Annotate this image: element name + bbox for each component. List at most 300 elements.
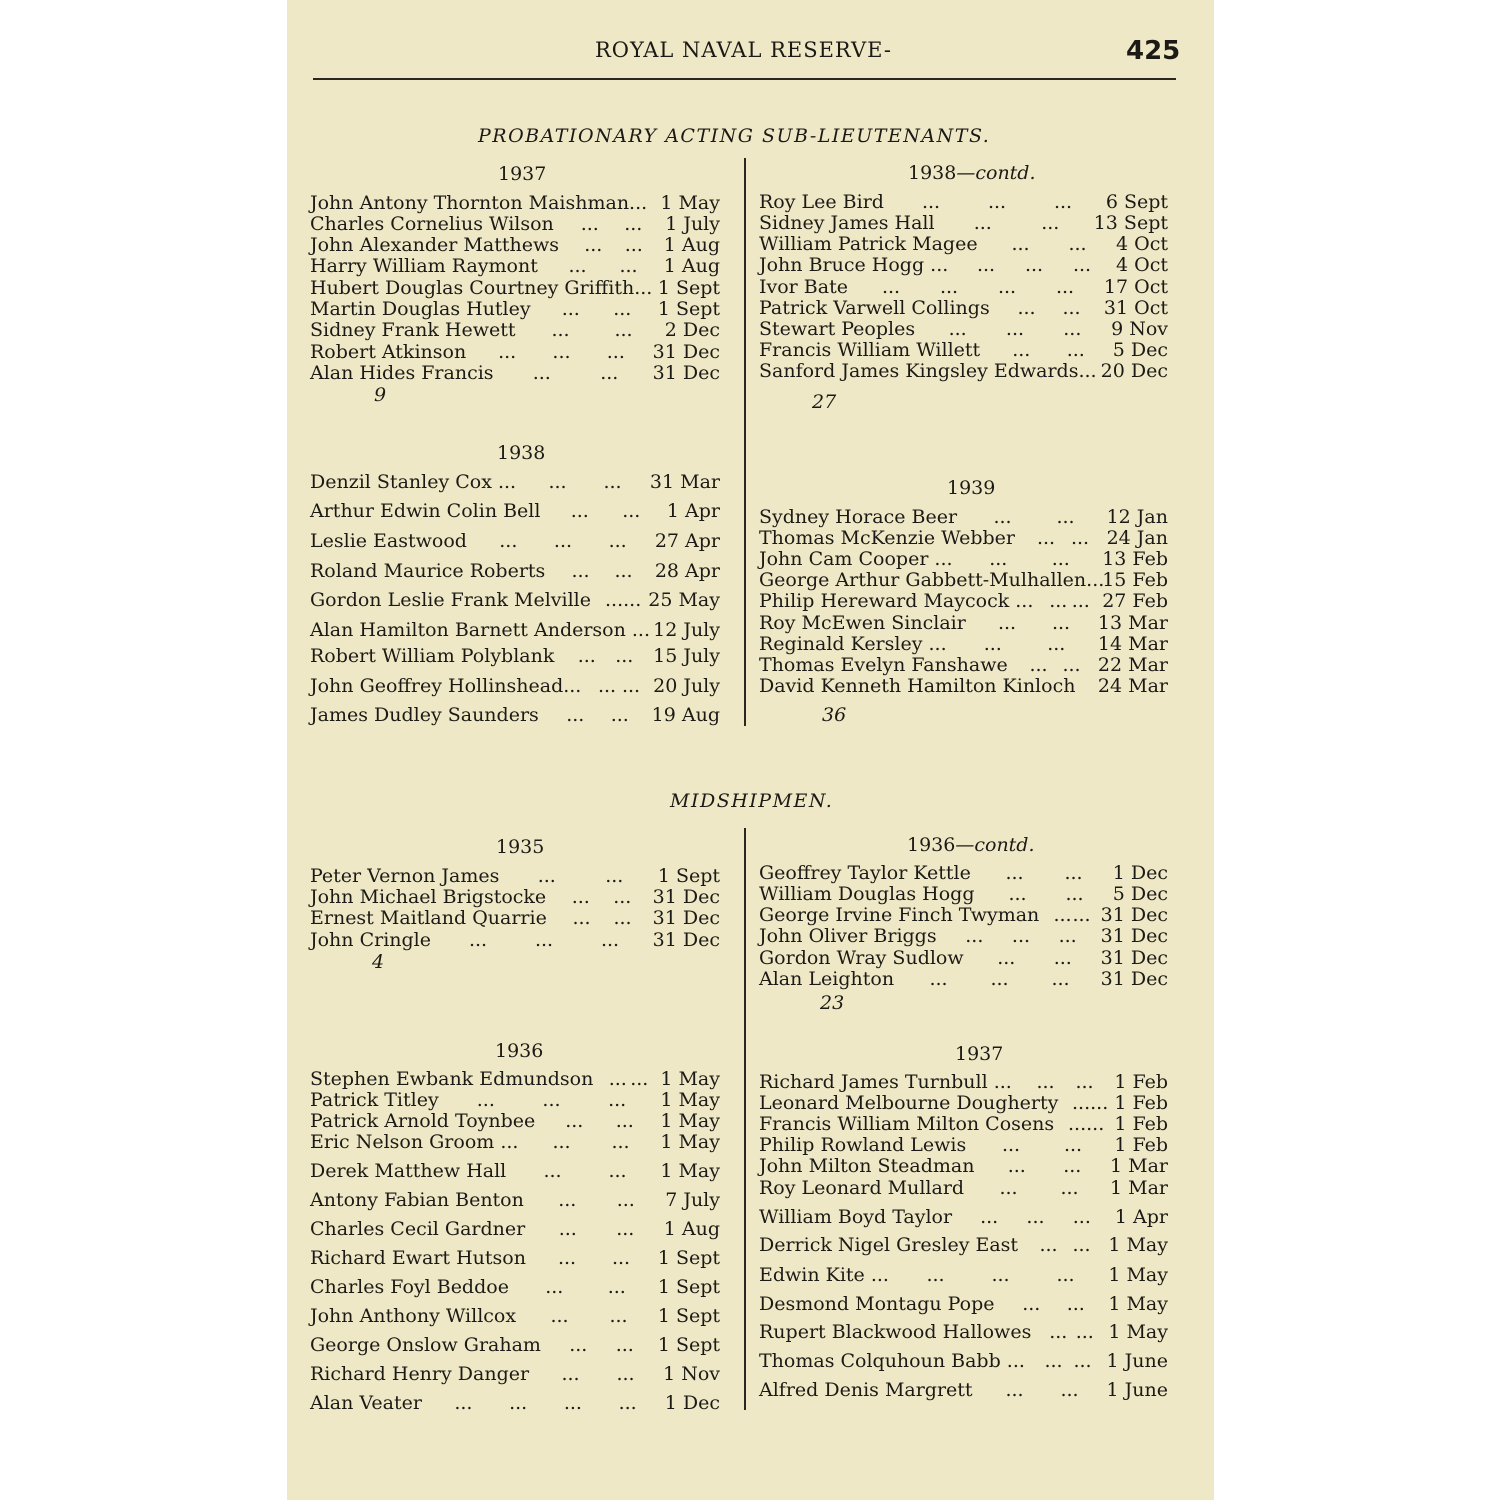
- year-label: 1938: [497, 442, 546, 464]
- seniority-date: 1 Sept: [657, 1247, 720, 1269]
- officer-name: Patrick Titley: [310, 1089, 439, 1111]
- officer-name: George Onslow Graham: [310, 1334, 541, 1356]
- leader-dots: ... ...: [580, 213, 643, 235]
- leader-dots: ... ...: [571, 886, 632, 908]
- leader-dots: ... ...: [993, 506, 1075, 528]
- officer-entry: [310, 675, 720, 697]
- officer-name: Derek Matthew Hall: [310, 1160, 507, 1182]
- seniority-date: 1 Mar: [1110, 1155, 1168, 1177]
- seniority-date: 1 May: [660, 192, 720, 214]
- officer-entry: [310, 907, 720, 929]
- seniority-date: 28 Apr: [654, 560, 720, 582]
- officer-name: Alan Leighton: [759, 968, 895, 990]
- officer-entry: [759, 904, 1168, 926]
- officer-entry: [310, 865, 720, 887]
- officer-entry: [759, 612, 1168, 634]
- leader-dots: ... ...: [1005, 1379, 1079, 1401]
- seniority-date: 1 Aug: [663, 234, 720, 256]
- header-rule: [313, 78, 1176, 80]
- leader-dots: ... ...: [561, 1363, 635, 1385]
- seniority-date: 4 Oct: [1116, 254, 1168, 276]
- leader-dots: ... ... ...: [499, 530, 627, 552]
- officer-entry: [310, 319, 720, 341]
- leader-dots: ... ...: [1022, 1293, 1085, 1315]
- officer-name: Sanford James Kingsley Edwards...: [759, 360, 1097, 382]
- leader-dots: ... ...: [558, 1189, 635, 1211]
- leader-dots: ... ... ...: [929, 968, 1070, 990]
- seniority-date: 1 May: [1108, 1321, 1168, 1343]
- seniority-date: 1 Apr: [1114, 1206, 1168, 1228]
- officer-name: Charles Cecil Gardner: [310, 1218, 526, 1240]
- seniority-date: 1 Sept: [657, 1276, 720, 1298]
- officer-name: James Dudley Saunders: [310, 704, 539, 726]
- year-heading: [496, 836, 544, 858]
- officer-entry: [310, 1131, 720, 1153]
- officer-entry: [310, 1160, 720, 1182]
- officer-entry: [310, 704, 720, 726]
- seniority-date: 14 Mar: [1097, 633, 1168, 655]
- officer-entry: [310, 500, 720, 522]
- officer-entry: [310, 619, 720, 641]
- officer-name: Denzil Stanley Cox ...: [310, 471, 517, 493]
- leader-dots: ... ...: [565, 1110, 634, 1132]
- officer-name: Richard James Turnbull ...: [759, 1071, 1012, 1093]
- leader-dots: ... ...: [568, 255, 638, 277]
- officer-entry: [759, 675, 1168, 697]
- officer-name: Richard Henry Danger: [310, 1363, 530, 1385]
- leader-dots: ... ...: [1049, 1321, 1094, 1343]
- seniority-date: 1 Dec: [1112, 862, 1168, 884]
- officer-entry: [310, 1089, 720, 1111]
- seniority-date: 27 Apr: [654, 530, 720, 552]
- officer-entry: [759, 1177, 1168, 1199]
- leader-dots: ... ... ...: [468, 929, 620, 951]
- seniority-date: 1 Aug: [663, 1218, 720, 1240]
- seniority-date: 1 May: [660, 1068, 720, 1090]
- seniority-date: 31 Dec: [1100, 904, 1168, 926]
- leader-dots: ... ...: [989, 548, 1070, 570]
- officer-name: Stewart Peoples: [759, 318, 916, 340]
- officer-name: Roland Maurice Roberts: [310, 560, 546, 582]
- leader-dots: ... ...: [983, 633, 1066, 655]
- officer-name: Gordon Wray Sudlow: [759, 947, 964, 969]
- officer-entry: [759, 1264, 1168, 1286]
- officer-entry: [759, 276, 1168, 298]
- year-label: 1938: [908, 162, 957, 184]
- leader-dots: ... ...: [997, 947, 1072, 969]
- page-number: 425: [1126, 36, 1181, 66]
- officer-entry: [759, 883, 1168, 905]
- officer-name: Alan Veater: [310, 1392, 422, 1414]
- officer-entry: [759, 1293, 1168, 1315]
- running-total: 36: [822, 704, 847, 726]
- officer-name: Philip Rowland Lewis: [759, 1134, 967, 1156]
- officer-entry: [759, 1134, 1168, 1156]
- leader-dots: ... ...: [1068, 1113, 1105, 1135]
- officer-name: John Alexander Matthews: [310, 234, 559, 256]
- seniority-date: 17 Oct: [1103, 276, 1168, 298]
- running-total: 9: [374, 384, 387, 406]
- seniority-date: 31 Dec: [652, 362, 720, 384]
- officer-entry: [759, 633, 1168, 655]
- officer-entry: [310, 298, 720, 320]
- officer-name: Alan Hides Francis: [310, 362, 494, 384]
- officer-entry: [759, 947, 1168, 969]
- officer-name: Thomas Evelyn Fanshawe: [759, 654, 1008, 676]
- leader-dots: ... ...: [566, 704, 629, 726]
- seniority-date: 1 Feb: [1114, 1092, 1168, 1114]
- year-label: 1939: [947, 477, 996, 499]
- officer-name: William Boyd Taylor: [759, 1206, 953, 1228]
- officer-entry: [310, 1110, 720, 1132]
- year-label: 1937: [955, 1043, 1004, 1065]
- officer-entry: [310, 1334, 720, 1356]
- officer-name: Francis William Willett: [759, 339, 981, 361]
- year-label: 1937: [498, 163, 547, 185]
- year-heading: [907, 834, 1035, 856]
- leader-dots: ... ...: [1007, 1155, 1082, 1177]
- seniority-date: 1 May: [660, 1110, 720, 1132]
- leader-dots: ... ...: [551, 319, 633, 341]
- officer-entry: [310, 1363, 720, 1385]
- officer-entry: [310, 1392, 720, 1414]
- seniority-date: 1 Sept: [657, 1334, 720, 1356]
- contd-label: —contd.: [955, 834, 1035, 856]
- officer-entry: [310, 234, 720, 256]
- seniority-date: 31 Dec: [652, 907, 720, 929]
- officer-name: Arthur Edwin Colin Bell: [310, 500, 541, 522]
- running-total: 23: [820, 992, 845, 1014]
- officer-name: Eric Nelson Groom ...: [310, 1131, 519, 1153]
- leader-dots: ... ...: [569, 1334, 634, 1356]
- officer-entry: [310, 192, 720, 214]
- contd-label: —contd.: [956, 162, 1036, 184]
- officer-name: John Geoffrey Hollinshead...: [310, 675, 582, 697]
- officer-name: William Patrick Magee: [759, 233, 978, 255]
- leader-dots: ... ...: [999, 1177, 1079, 1199]
- officer-entry: [759, 1379, 1168, 1401]
- officer-entry: [759, 318, 1168, 340]
- officer-entry: [310, 213, 720, 235]
- leader-dots: ... ...: [973, 212, 1060, 234]
- seniority-date: 13 Mar: [1097, 612, 1168, 634]
- seniority-date: 12 July: [653, 619, 720, 641]
- leader-dots: ... ...: [1049, 590, 1090, 612]
- officer-name: Roy McEwen Sinclair: [759, 612, 966, 634]
- officer-name: Leonard Melbourne Dougherty: [759, 1092, 1059, 1114]
- officer-entry: [310, 560, 720, 582]
- officer-name: Alan Hamilton Barnett Anderson ...: [310, 619, 651, 641]
- officer-name: Antony Fabian Benton: [310, 1189, 524, 1211]
- seniority-date: 1 June: [1106, 1350, 1168, 1372]
- seniority-date: 1 Sept: [657, 298, 720, 320]
- leader-dots: ... ...: [584, 234, 643, 256]
- seniority-date: 1 Dec: [664, 1392, 720, 1414]
- leader-dots: ... ...: [550, 1305, 628, 1327]
- seniority-date: 1 Nov: [663, 1363, 720, 1385]
- officer-name: John Oliver Briggs: [759, 925, 937, 947]
- officer-entry: [759, 297, 1168, 319]
- officer-entry: [310, 929, 720, 951]
- officer-entry: [310, 1305, 720, 1327]
- leader-dots: ... ...: [1012, 339, 1085, 361]
- officer-entry: [310, 277, 720, 299]
- year-heading: [955, 1043, 1003, 1065]
- seniority-date: 9 Nov: [1111, 318, 1168, 340]
- officer-entry: [310, 1247, 720, 1269]
- leader-dots: ... ...: [532, 362, 619, 384]
- officer-entry: [759, 1071, 1168, 1093]
- running-total: 4: [372, 951, 385, 973]
- officer-name: John Bruce Hogg ...: [759, 254, 949, 276]
- officer-name: Rupert Blackwood Hallowes: [759, 1321, 1032, 1343]
- leader-dots: ... ...: [1036, 1071, 1094, 1093]
- officer-name: Geoffrey Taylor Kettle: [759, 862, 971, 884]
- officer-entry: [759, 506, 1168, 528]
- officer-entry: [759, 1321, 1168, 1343]
- officer-name: Roy Lee Bird: [759, 191, 884, 213]
- seniority-date: 1 Feb: [1114, 1071, 1168, 1093]
- officer-entry: [759, 1092, 1168, 1114]
- officer-name: Robert William Polyblank: [310, 645, 555, 667]
- officer-name: George Irvine Finch Twyman: [759, 904, 1040, 926]
- leader-dots: ... ...: [1044, 1350, 1092, 1372]
- seniority-date: 22 Mar: [1097, 654, 1168, 676]
- officer-entry: [759, 254, 1168, 276]
- seniority-date: 1 Mar: [1110, 1177, 1168, 1199]
- officer-name: Derrick Nigel Gresley East: [759, 1234, 1019, 1256]
- officer-entry: [759, 968, 1168, 990]
- seniority-date: 4 Oct: [1116, 233, 1168, 255]
- year-heading: [947, 477, 995, 499]
- year-label: 1936: [907, 834, 956, 856]
- officer-entry: [759, 1234, 1168, 1256]
- seniority-date: 1 May: [1108, 1264, 1168, 1286]
- seniority-date: 1 Sept: [657, 1305, 720, 1327]
- officer-entry: [310, 255, 720, 277]
- seniority-date: 24 Mar: [1097, 675, 1168, 697]
- seniority-date: 31 Dec: [1100, 968, 1168, 990]
- officer-name: Philip Hereward Maycock ...: [759, 590, 1034, 612]
- officer-entry: [759, 590, 1168, 612]
- officer-name: John Cam Cooper ...: [759, 548, 953, 570]
- officer-entry: [759, 925, 1168, 947]
- seniority-date: 25 May: [648, 589, 720, 611]
- leader-dots: ... ... ...: [976, 254, 1092, 276]
- seniority-date: 31 Dec: [652, 341, 720, 363]
- year-label: 1936: [495, 1040, 544, 1062]
- seniority-date: 31 Mar: [649, 471, 720, 493]
- column-divider: [744, 828, 746, 1410]
- leader-dots: ... ...: [571, 560, 633, 582]
- officer-name: Martin Douglas Hutley: [310, 298, 531, 320]
- seniority-date: 20 Dec: [1100, 360, 1168, 382]
- section-title-sub-lieutenants: PROBATIONARY ACTING SUB-LIEUTENANTS.: [478, 125, 991, 147]
- seniority-date: 1 May: [660, 1160, 720, 1182]
- officer-name: Robert Atkinson: [310, 341, 467, 363]
- year-heading: [908, 162, 1036, 184]
- officer-entry: [310, 886, 720, 908]
- officer-name: Richard Ewart Hutson: [310, 1247, 526, 1269]
- seniority-date: 1 May: [660, 1089, 720, 1111]
- leader-dots: ... ...: [1036, 527, 1090, 549]
- officer-entry: [310, 530, 720, 552]
- leader-dots: ... ... ...: [476, 1089, 627, 1111]
- officer-name: John Milton Steadman: [759, 1155, 975, 1177]
- seniority-date: 1 Sept: [657, 865, 720, 887]
- officer-entry: [759, 862, 1168, 884]
- officer-name: Sydney Horace Beer: [759, 506, 958, 528]
- leader-dots: ... ...: [552, 1131, 630, 1153]
- officer-entry: [310, 1189, 720, 1211]
- seniority-date: 1 Feb: [1114, 1113, 1168, 1135]
- officer-name: Charles Cornelius Wilson: [310, 213, 554, 235]
- officer-name: John Michael Brigstocke: [310, 886, 547, 908]
- leader-dots: ... ... ...: [948, 318, 1082, 340]
- officer-name: Charles Foyl Beddoe: [310, 1276, 509, 1298]
- leader-dots: ... ... ... ...: [454, 1392, 637, 1414]
- leader-dots: ... ...: [572, 907, 632, 929]
- officer-entry: [759, 548, 1168, 570]
- leader-dots: ... ... ...: [980, 1206, 1091, 1228]
- seniority-date: 13 Feb: [1102, 548, 1168, 570]
- column-divider: [744, 158, 746, 726]
- leader-dots: ... ...: [997, 612, 1071, 634]
- officer-entry: [310, 1068, 720, 1090]
- leader-dots: ... ... ...: [921, 191, 1073, 213]
- seniority-date: 19 Aug: [651, 704, 720, 726]
- leader-dots: ... ...: [537, 865, 624, 887]
- leader-dots: ... ...: [1001, 1134, 1083, 1156]
- year-label: 1935: [496, 836, 545, 858]
- seniority-date: 31 Dec: [1100, 925, 1168, 947]
- officer-name: Francis William Milton Cosens: [759, 1113, 1055, 1135]
- officer-entry: [759, 339, 1168, 361]
- seniority-date: 15 Feb: [1102, 569, 1168, 591]
- seniority-date: 2 Dec: [664, 319, 720, 341]
- seniority-date: 1 Sept: [657, 277, 720, 299]
- seniority-date: 1 July: [665, 213, 720, 235]
- officer-name: Patrick Varwell Collings: [759, 297, 990, 319]
- seniority-date: 20 July: [653, 675, 720, 697]
- officer-name: Sidney Frank Hewett: [310, 319, 516, 341]
- officer-entry: [310, 1276, 720, 1298]
- seniority-date: 7 July: [665, 1189, 720, 1211]
- seniority-date: 24 Jan: [1106, 527, 1168, 549]
- officer-name: Edwin Kite ...: [759, 1264, 889, 1286]
- leader-dots: ... ... ...: [498, 341, 625, 363]
- officer-name: Harry William Raymont: [310, 255, 538, 277]
- seniority-date: 1 May: [1108, 1293, 1168, 1315]
- leader-dots: ... ...: [557, 1247, 631, 1269]
- seniority-date: 1 Aug: [663, 255, 720, 277]
- year-heading: [495, 1040, 543, 1062]
- seniority-date: 27 Feb: [1102, 590, 1168, 612]
- officer-entry: [759, 1113, 1168, 1135]
- officer-name: Patrick Arnold Toynbee: [310, 1110, 536, 1132]
- officer-name: Alfred Denis Margrett: [759, 1379, 973, 1401]
- officer-name: Leslie Eastwood: [310, 530, 467, 552]
- officer-name: John Antony Thornton Maishman...: [310, 192, 648, 214]
- officer-entry: [759, 1350, 1168, 1372]
- running-total: 27: [812, 391, 837, 413]
- year-heading: [497, 442, 545, 464]
- section-title-midshipmen: MIDSHIPMEN.: [670, 790, 834, 812]
- officer-name: Ivor Bate: [759, 276, 848, 298]
- leader-dots: ... ...: [570, 500, 641, 522]
- seniority-date: 5 Dec: [1112, 883, 1168, 905]
- seniority-date: 15 July: [653, 645, 720, 667]
- seniority-date: 31 Dec: [1100, 947, 1168, 969]
- leader-dots: ... ...: [577, 645, 634, 667]
- seniority-date: 1 May: [660, 1131, 720, 1153]
- officer-name: Stephen Ewbank Edmundson: [310, 1068, 594, 1090]
- officer-name: Desmond Montagu Pope: [759, 1293, 995, 1315]
- seniority-date: 31 Oct: [1103, 297, 1168, 319]
- seniority-date: 1 Apr: [666, 500, 720, 522]
- officer-name: John Cringle: [310, 929, 431, 951]
- officer-entry: [759, 233, 1168, 255]
- officer-entry: [759, 527, 1168, 549]
- officer-name: Roy Leonard Mullard: [759, 1177, 965, 1199]
- officer-name: William Douglas Hogg: [759, 883, 975, 905]
- leader-dots: ... ...: [1005, 862, 1083, 884]
- officer-entry: [759, 1155, 1168, 1177]
- leader-dots: ... ... ...: [926, 1264, 1075, 1286]
- officer-entry: [759, 1206, 1168, 1228]
- leader-dots: ... ...: [1029, 654, 1081, 676]
- seniority-date: 1 June: [1106, 1379, 1168, 1401]
- leader-dots: ... ...: [1039, 1234, 1091, 1256]
- leader-dots: ... ...: [605, 589, 642, 611]
- officer-name: Reginald Kersley ...: [759, 633, 947, 655]
- seniority-date: 5 Dec: [1112, 339, 1168, 361]
- officer-name: Sidney James Hall: [759, 212, 935, 234]
- leader-dots: ... ... ... ...: [881, 276, 1075, 298]
- seniority-date: 1 Feb: [1114, 1134, 1168, 1156]
- leader-dots: ... ...: [1017, 297, 1081, 319]
- seniority-date: 1 May: [1108, 1234, 1168, 1256]
- officer-entry: [759, 191, 1168, 213]
- officer-entry: [759, 569, 1168, 591]
- leader-dots: ... ...: [561, 298, 632, 320]
- officer-name: Peter Vernon James: [310, 865, 500, 887]
- officer-name: Ernest Maitland Quarrie: [310, 907, 547, 929]
- leader-dots: ... ...: [608, 1068, 649, 1090]
- leader-dots: ... ...: [1072, 1092, 1109, 1114]
- officer-name: George Arthur Gabbett-Mulhallen...: [759, 569, 1105, 591]
- officer-entry: [310, 589, 720, 611]
- leader-dots: ... ...: [597, 675, 641, 697]
- leader-dots: ... ...: [1008, 883, 1084, 905]
- officer-entry: [310, 645, 720, 667]
- seniority-date: 31 Dec: [652, 929, 720, 951]
- leader-dots: ... ...: [545, 1276, 626, 1298]
- officer-entry: [310, 1218, 720, 1240]
- leader-dots: ... ...: [558, 1218, 635, 1240]
- officer-name: Thomas Colquhoun Babb ...: [759, 1350, 1025, 1372]
- officer-name: Hubert Douglas Courtney Griffith...: [310, 277, 653, 299]
- officer-entry: [759, 360, 1168, 382]
- officer-name: Gordon Leslie Frank Melville: [310, 589, 591, 611]
- seniority-date: 6 Sept: [1105, 191, 1168, 213]
- officer-entry: [759, 212, 1168, 234]
- running-header-title: ROYAL NAVAL RESERVE-: [595, 38, 892, 62]
- leader-dots: ... ...: [548, 471, 622, 493]
- seniority-date: 12 Jan: [1106, 506, 1168, 528]
- leader-dots: ... ...: [1053, 904, 1091, 926]
- seniority-date: 13 Sept: [1093, 212, 1168, 234]
